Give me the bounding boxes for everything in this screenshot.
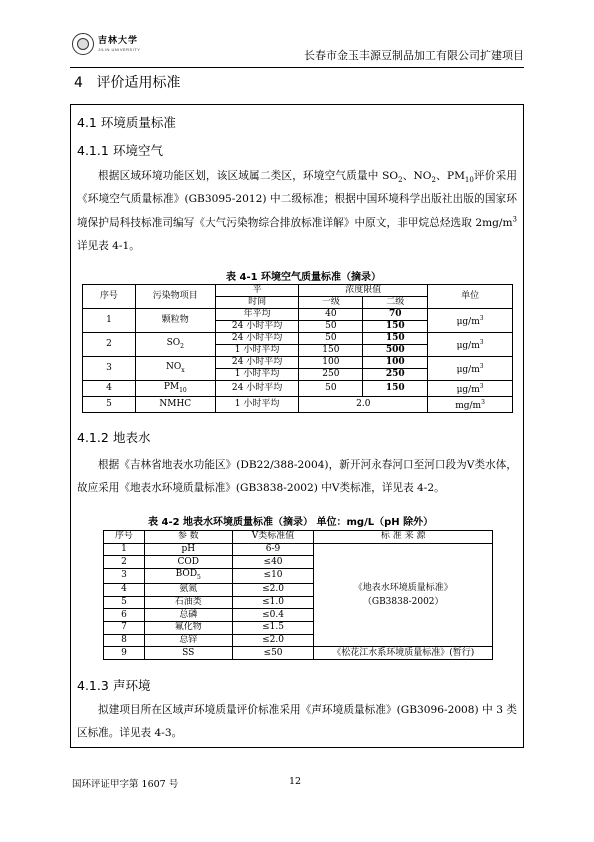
logo-english: JILIN UNIVERSITY [98, 46, 141, 52]
paragraph-noise: 拟建项目所在区域声环境质量评价标准采用《声环境质量标准》(GB3096-2008) 中 3 类区标准。详见表 4-3。 [77, 704, 517, 740]
page-number: 12 [289, 776, 302, 787]
logo-chinese: 吉林大学 [98, 35, 139, 46]
section-title: 地表水 [113, 430, 151, 445]
chapter-heading [74, 72, 180, 92]
section-4-1-heading: 4.1 环境质量标准 [77, 115, 176, 130]
paragraph-surface-water: 根据《吉林省地表水功能区》(DB22/388-2004)，新开河永春河口至河口段为Ⅴ类水体，故应采用《地表水环境质量标准》(GB3838-2002) 中Ⅴ类标准，详见表 4-2。 [77, 459, 517, 495]
section-number: 4.1.2 [77, 430, 109, 445]
section-title: 环境空气 [113, 143, 164, 158]
university-logo [72, 33, 140, 55]
chapter-number: 4 [74, 75, 83, 91]
section-4-1-1-heading [77, 141, 163, 159]
seal-icon [72, 33, 94, 55]
section-number: 4.1.1 [77, 143, 109, 158]
table-4-1: 序号 污染物项目 平 浓度限值 单位 时间 一级 二级 1 颗粒物 年平均 40 70 $\mu g/m^3$ 24 小时平均 50 150 2 $SO_2$ 24 小时平均 50 150 $\mu g/m^3$ 1 小时平均 150 500 3 $NO_x$ 24 小时平均 100 100 $\mu g/m^3$ 1 小时平均 250 250 4 $PM_{10}$ 24 小时平均 50 150 $\mu g/m^3$ 5 NMHC 1 小时平均 2.0 $mg/m^3$ [82, 284, 513, 413]
paragraph-air: 根据区域环境功能区划，该区域属二类区，环境空气质量中 $SO_2$、$NO_2$、$PM_{10}$评价采用《环境空气质量标准》(GB3095-2012) 中二级标准；根据中国环境科学出版社出版的国家环境保护局科技标准司编写《大气污染物综合排放标准详解》中原文，非甲烷总烃选取 $2mg/m^3$ 详见表 4-1。 [77, 170, 518, 253]
chapter-title: 评价适用标准 [96, 75, 181, 91]
page-header [70, 30, 524, 68]
header-project-title: 长春市金玉丰源豆制品加工有限公司扩建项目 [304, 49, 524, 62]
table-4-2-caption: 表 4-2 地表水环境质量标准（摘录） 单位：mg/L（pH 除外） [148, 517, 434, 528]
certificate-number: 国环评证甲字第 1607 号 [72, 779, 179, 790]
section-4-1-2-heading [77, 428, 151, 446]
table-4-2: 序号 参 数 Ⅴ类标准值 标 准 来 源 1 pH 6-9 《地表水环境质量标准》 （GB3838-2002） 2 COD ≤40 3 $BOD_5$ ≤10 4 氨氮 ≤2.0 5 石油类 ≤1.0 6 总磷 ≤0.4 7 氟化物 ≤1.5 8 总锌 ≤2.0 9 SS ≤50 《松花江水系环境质量标准》(暂行) [103, 530, 493, 660]
section-4-1-3-heading [77, 676, 151, 694]
section-title: 声环境 [113, 678, 151, 693]
table-4-1-caption: 表 4-1 环境空气质量标准（摘录） [226, 272, 382, 283]
section-number: 4.1.3 [77, 678, 109, 693]
